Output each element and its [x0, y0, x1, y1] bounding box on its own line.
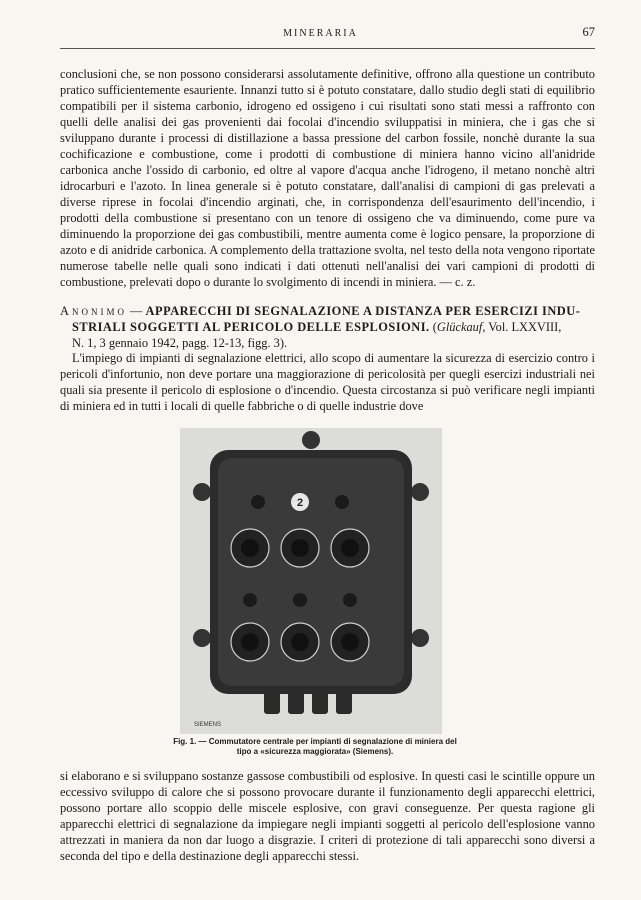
figure-photo	[180, 428, 442, 734]
paragraph-intro: L'impiego di impianti di segnalazione elettrici, allo scopo di aumentare la sicurezza di esercizio contro i pericoli d'infortunio, non deve portare una maggiorazione di pericolosità per quegli esercizi industriali nei quali sia presente il pericolo di esplosione o d'incendio. Questa circostanza si può verificare negli impianti di miniera ed in tutti i locali di quelle fabbriche o di quelle industrie dove	[60, 351, 595, 413]
siemens-mark: SIEMENS	[194, 722, 222, 728]
article-heading	[60, 303, 595, 351]
source-issue: N. 1, 3 gennaio 1942, pagg. 12-13, figg. 3).	[72, 336, 288, 350]
author-dash: —	[126, 304, 146, 318]
article-author: Anonimo	[60, 304, 127, 318]
paragraph-conclusions: conclusioni che, se non possono considerarsi assolutamente definitive, offrono alla questione un contributo pratico sufficientemente esauriente. Innanzi tutto si è potuto constatare, dallo studio degli stati di equilibrio compatibili per il sistema carbonio, idrogeno ed ossigeno i cui risultati sono stati messi a raffronto con quelli delle analisi dei gas provenienti dai focolai d'incendio sviluppatisi in miniera, che i gas che si sviluppano durante i processi di distillazione a bassa pressione del carbon fossile, nonchè durante la sua cochificazione e combustione, come i prodotti di combustione di miniera hanno vicino all'anidride carbonica anche l'ossido di carbonio, ed oltre al vapore d'acqua anche l'idrogeno, il metano nonchè altri idrocarburi e l'azoto. In linea generale si è potuto constatare, dall'analisi di campioni di gas prelevati a diverse riprese in focolai d'incendio arginati, che, in corrispondenza dell'esaurimento dell'incendio, i prodotti della combustione si presentano con un tenore di ossigeno che va diminuendo, come pure va diminuendo la proporzione dei gas combustibili, mentre aumenta come è logico pensare, la proporzione di azoto e di anidride carbonica. A complemento della trattazione svolta, nel testo della nota vengono riportate numerose tabelle nelle quali sono indicati i dati ottenuti nell'analisi dei vari campioni di prodotti di combustione, prelevati dopo o durante lo svolgimento di incendi in miniera. — c. z.	[60, 67, 595, 289]
header-rule	[60, 48, 595, 49]
source-journal: Glückauf	[436, 320, 483, 334]
page-number: 67	[582, 25, 595, 39]
article-title-line2: STRIALI SOGGETTI AL PERICOLO DELLE ESPLOSIONI.	[72, 320, 430, 334]
article-heading-continuation: STRIALI SOGGETTI AL PERICOLO DELLE ESPLOSIONI. (Glückauf, Vol. LXXVIII,	[72, 320, 562, 334]
source-volume: , Vol. LXXVIII,	[482, 320, 562, 334]
article-title-line1: APPARECCHI DI SEGNALAZIONE A DISTANZA PER ESERCIZI INDU-	[145, 304, 581, 318]
figure-caption: Fig. 1. — Commutatore centrale per impianti di segnalazione di miniera del tipo a «sicurezza maggiorata» (Siemens).	[173, 737, 457, 756]
panel-number-label: 2	[296, 497, 304, 509]
switchboard-illustration	[180, 428, 442, 734]
paragraph-protection: si elaborano e si sviluppano sostanze gassose combustibili od esplosive. In questi casi le scintille oppure un eccessivo sviluppo di calore che si possono provocare durante il funzionamento degli apparecchi elettrici, possono portare allo scoppio delle miscele esplosive, con gravi conseguenze. Per questa ragione gli apparecchi elettrici di segnalazione da impiegare negli impianti soggetti al pericolo dell'esplosione vanno attrezzati in maniera da non dar luogo a disgrazie. I criteri di protezione di tali apparecchi sono diversi a seconda del tipo e della destinazione degli apparecchi stessi.	[60, 769, 595, 863]
running-title: MINERARIA	[283, 28, 358, 39]
